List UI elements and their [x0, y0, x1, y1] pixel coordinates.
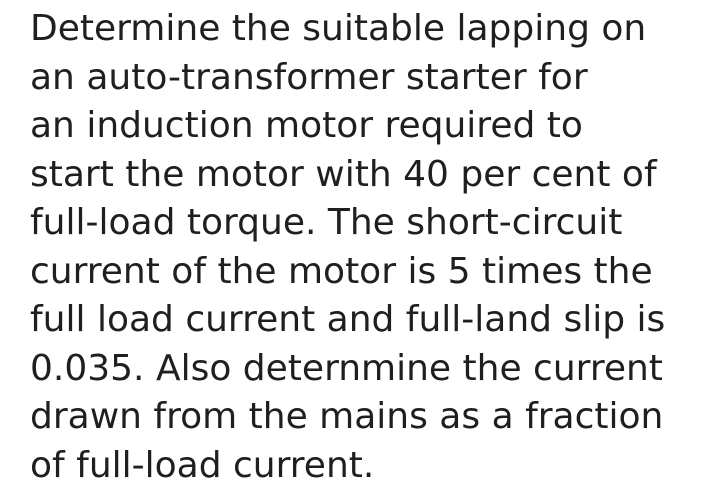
question-line: 0.035. Also deternmine the current: [30, 347, 663, 389]
question-line: drawn from the mains as a fraction: [30, 396, 664, 437]
question-line: start the motor with 40 per cent of: [30, 153, 657, 195]
question-line: full-load torque. The short-circuit: [30, 202, 623, 243]
question-line: full load current and full-land slip is: [30, 299, 666, 340]
question-line: Determine the suitable lapping on: [30, 8, 647, 49]
question-line: of full-load current.: [30, 444, 375, 486]
question-line: an auto-transformer starter for: [30, 56, 588, 98]
question-line: an induction motor required to: [30, 105, 583, 146]
question-line: current of the motor is 5 times the: [30, 250, 653, 292]
question-text: [30, 5, 665, 490]
